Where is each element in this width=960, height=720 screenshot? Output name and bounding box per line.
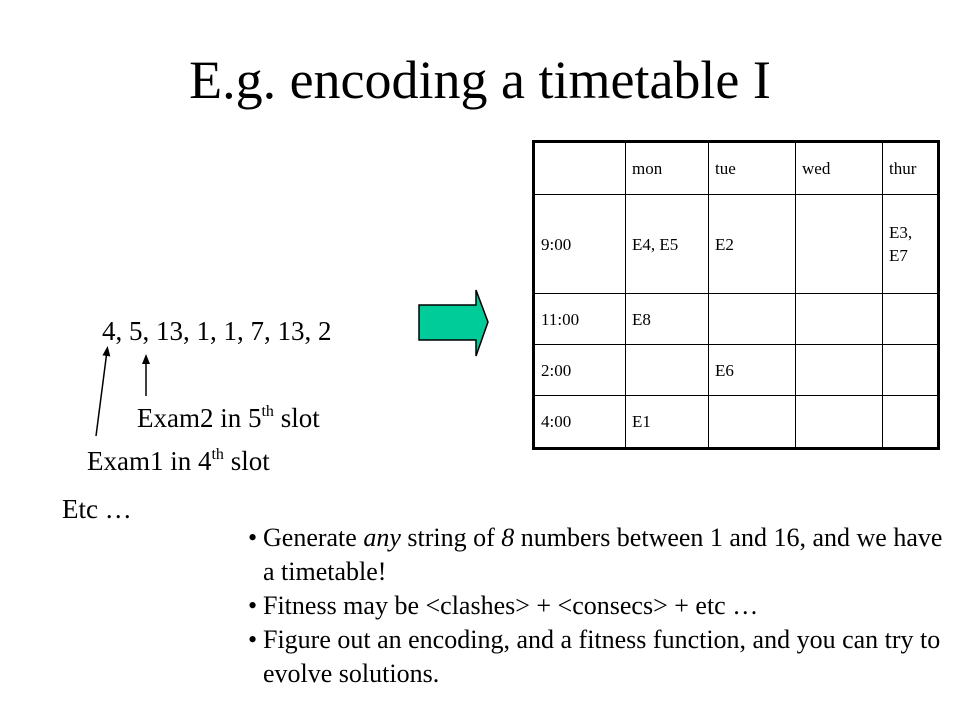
- bullet-fitness: • Fitness may be <clashes> + <consecs> + etc …: [248, 589, 948, 623]
- row-time-cell: 11:00: [534, 294, 626, 345]
- table-cell: E4, E5: [626, 194, 709, 294]
- exam1-ordinal-suffix: th: [211, 446, 224, 463]
- bullet-emphasis: any: [363, 523, 401, 552]
- table-cell: [883, 396, 939, 449]
- table-cell: [796, 345, 883, 396]
- exam1-slot-text: slot: [223, 446, 270, 476]
- bullet-figure-out: • Figure out an encoding, and a fitness function, and you can try to evolve solutions.: [248, 623, 948, 691]
- table-cell: E1: [626, 396, 709, 449]
- table-cell: [796, 194, 883, 294]
- table-cell: [626, 345, 709, 396]
- timetable-row: [534, 294, 939, 345]
- table-cell: E8: [626, 294, 709, 345]
- table-cell: [796, 294, 883, 345]
- bullet-emphasis: 8: [501, 523, 515, 552]
- table-cell: E6: [709, 345, 796, 396]
- exam2-text: Exam2 in 5: [137, 403, 262, 433]
- exam1-pointer-arrow: [96, 351, 107, 436]
- header-cell-tue: tue: [709, 142, 796, 195]
- bullet-list: [248, 521, 948, 691]
- header-cell-mon: mon: [626, 142, 709, 195]
- row-time-cell: 9:00: [534, 194, 626, 294]
- table-cell: [709, 294, 796, 345]
- table-cell: [883, 345, 939, 396]
- table-cell: E2: [709, 194, 796, 294]
- row-time-cell: 2:00: [534, 345, 626, 396]
- exam1-text: Exam1 in 4: [87, 446, 212, 476]
- bullet-text: Generate: [263, 523, 364, 552]
- header-cell-corner: [534, 142, 626, 195]
- table-cell: [883, 294, 939, 345]
- timetable-header-row: [534, 142, 939, 195]
- header-cell-wed: wed: [796, 142, 883, 195]
- timetable-row: [534, 345, 939, 396]
- table-cell: [709, 396, 796, 449]
- timetable-grid: [532, 140, 940, 450]
- header-cell-thur: thur: [883, 142, 939, 195]
- bullet-text: string of: [400, 523, 502, 552]
- timetable-row: [534, 396, 939, 449]
- etc-text: Etc …: [62, 494, 132, 524]
- row-time-cell: 4:00: [534, 396, 626, 449]
- slide-title: E.g. encoding a timetable I: [189, 50, 771, 110]
- bullet-text: numbers between 1 and 16, and we have a timetable!: [263, 523, 943, 586]
- encoding-string: 4, 5, 13, 1, 1, 7, 13, 2: [102, 316, 332, 346]
- right-block-arrow-icon: [419, 290, 488, 356]
- timetable-row: [534, 194, 939, 294]
- table-cell: [796, 396, 883, 449]
- bullet-generate-string: [248, 521, 948, 589]
- table-cell: E3, E7: [883, 194, 939, 294]
- exam2-slot-text: slot: [273, 403, 320, 433]
- exam2-ordinal-suffix: th: [261, 403, 274, 420]
